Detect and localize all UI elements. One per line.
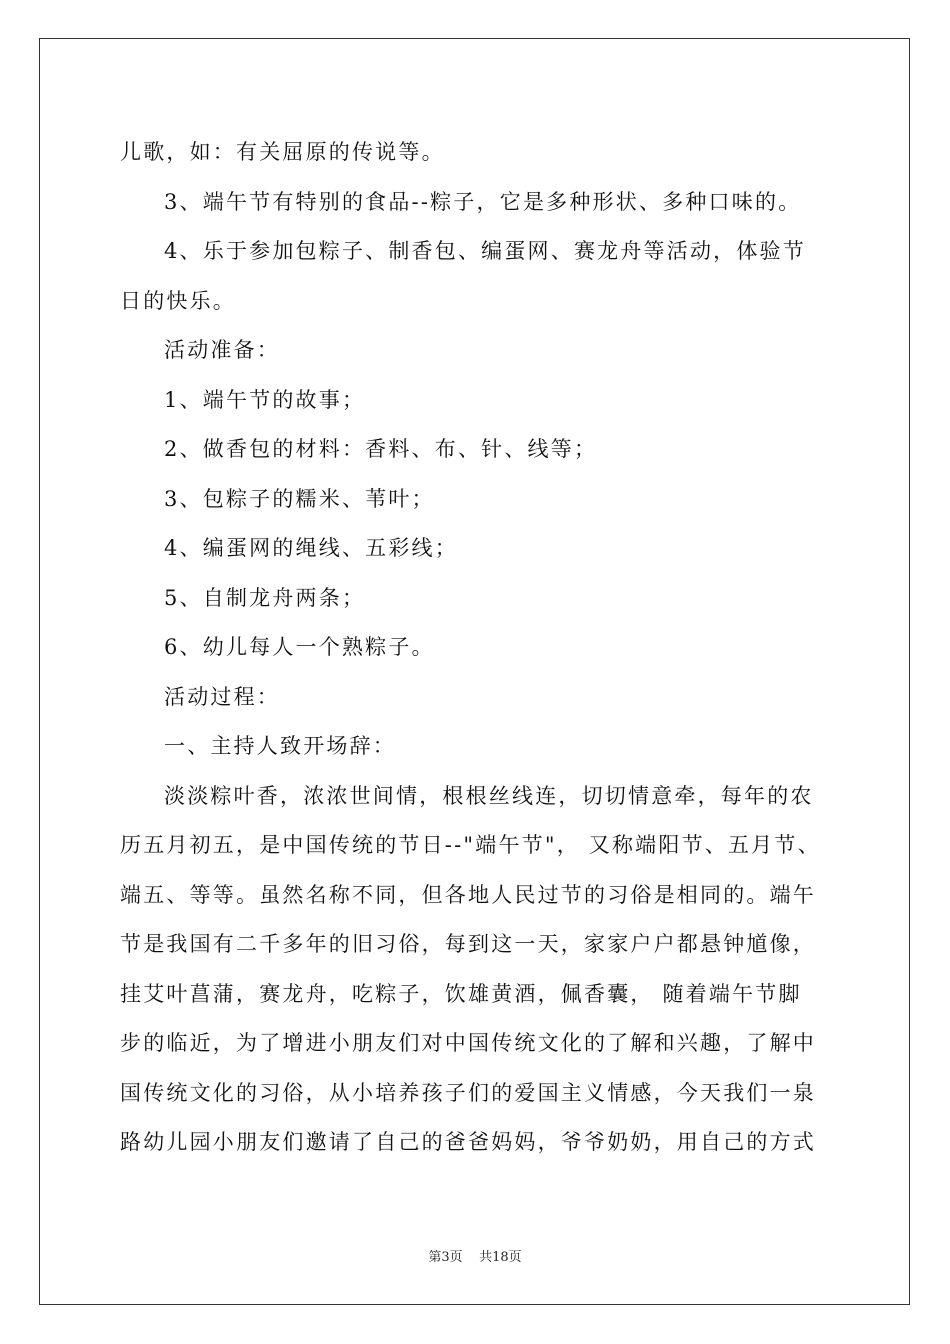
text-line: 路幼儿园小朋友们邀请了自己的爸爸妈妈，爷爷奶奶，用自己的方式 [120,1130,816,1154]
text-line: 6、幼儿每人一个熟粽子。 [164,635,435,659]
text-line: 挂艾叶菖蒲，赛龙舟，吃粽子，饮雄黄酒，佩香囊， 随着端午节脚 [120,981,802,1006]
text-line: 国传统文化的习俗，从小培养孩子们的爱国主义情感，今天我们一泉 [120,1080,816,1105]
text-line: 日的快乐。 [120,288,236,313]
text-line: 3、端午节有特别的食品--粽子，它是多种形状、多种口味的。 [164,189,802,214]
text-line: 一、主持人致开场辞： [164,734,396,758]
text-line: 1、端午节的故事； [164,387,366,412]
text-line: 节是我国有二千多年的旧习俗，每到这一天，家家户户都悬钟馗像， [120,932,816,956]
current-page-number: 第3页 [428,1250,463,1265]
text-line: 端五、等等。虽然名称不同，但各地人民过节的习俗是相同的。端午 [120,882,816,907]
text-line: 步的临近，为了增进小朋友们对中国传统文化的了解和兴趣，了解中 [120,1031,816,1055]
text-line: 淡淡粽叶香，浓浓世间情，根根丝线连，切切情意牵，每年的农 [164,783,814,808]
text-line: 活动过程： [164,684,280,709]
text-line: 儿歌，如：有关屈原的传说等。 [120,140,445,164]
total-pages: 共18页 [479,1250,522,1265]
text-line: 4、编蛋网的绳线、五彩线； [164,536,458,560]
page-footer [0,1246,950,1265]
text-line: 2、做香包的材料：香料、布、针、线等； [164,437,598,461]
text-line: 历五月初五，是中国传统的节日--"端午节"， 又称端阳节、五月节、 [120,833,821,857]
document-body [120,128,832,1168]
text-line: 活动准备： [164,338,280,362]
text-line: 3、包粽子的糯米、苇叶； [164,486,435,511]
text-line: 5、自制龙舟两条； [164,585,366,610]
text-line: 4、乐于参加包粽子、制香包、编蛋网、赛龙舟等活动，体验节 [164,239,806,263]
